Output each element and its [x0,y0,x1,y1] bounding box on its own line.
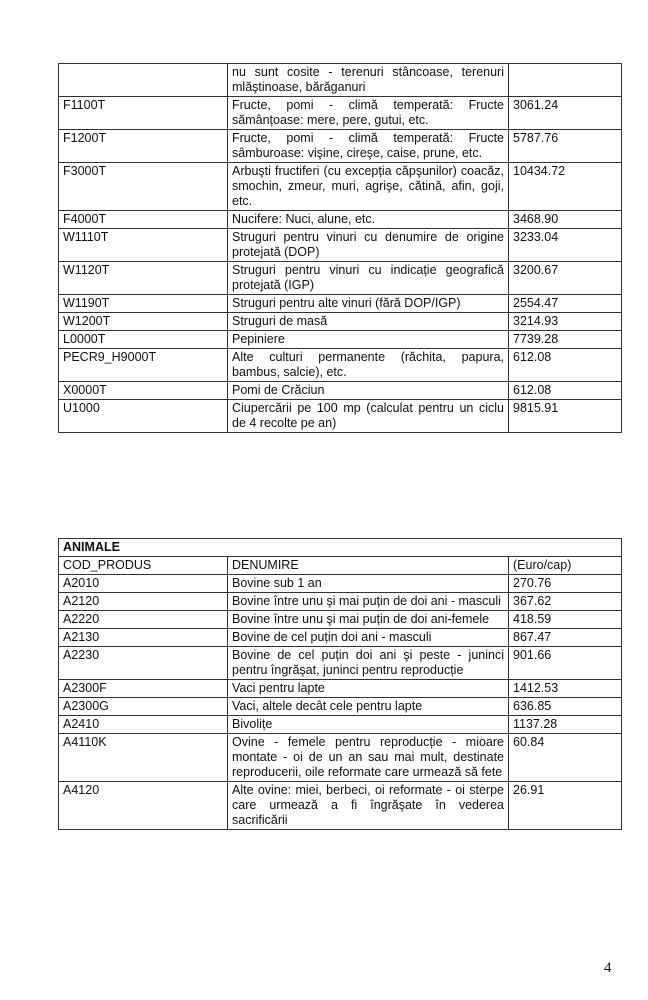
value-cell: 10434.72 [509,163,622,211]
animals-table [58,538,622,830]
value-cell: 636.85 [509,698,622,716]
page-number: 4 [604,960,612,976]
table-header-row [59,557,622,575]
table-title: ANIMALE [59,539,622,557]
table-row [59,782,622,830]
table-row [59,211,622,229]
table-row [59,680,622,698]
table-row [59,382,622,400]
table-row [59,349,622,382]
value-cell: 367.62 [509,593,622,611]
value-cell: 418.59 [509,611,622,629]
value-cell: 5787.76 [509,130,622,163]
table-row [59,647,622,680]
name-cell: Alte culturi permanente (răchita, papura, bambus, salcie), etc. [228,349,509,382]
name-cell: Struguri pentru alte vinuri (fără DOP/IGP) [228,295,509,313]
table-row [59,313,622,331]
code-cell: W1190T [59,295,228,313]
code-cell: L0000T [59,331,228,349]
name-cell: Bovine între unu şi mai puțin de doi ani - masculi [228,593,509,611]
value-cell: 3468.90 [509,211,622,229]
value-cell [509,64,622,97]
code-cell: PECR9_H9000T [59,349,228,382]
name-cell: Vaci pentru lapte [228,680,509,698]
code-cell: A2220 [59,611,228,629]
name-cell: Pepiniere [228,331,509,349]
code-cell: F3000T [59,163,228,211]
name-cell: Bovine de cel puțin doi ani - masculi [228,629,509,647]
value-cell: 60.84 [509,734,622,782]
header-name: DENUMIRE [228,557,509,575]
table-row [59,229,622,262]
code-cell: W1110T [59,229,228,262]
value-cell: 7739.28 [509,331,622,349]
value-cell: 612.08 [509,349,622,382]
table-row [59,163,622,211]
table-row [59,629,622,647]
table-row [59,593,622,611]
code-cell: A2300G [59,698,228,716]
crops-table [58,63,622,433]
code-cell: W1120T [59,262,228,295]
name-cell: Fructe, pomi - climă temperată: Fructe sămânțoase: mere, pere, gutui, etc. [228,97,509,130]
table-row [59,716,622,734]
table-row [59,611,622,629]
name-cell: Bovine între unu şi mai puțin de doi ani-femele [228,611,509,629]
name-cell: Struguri pentru vinuri cu denumire de origine protejată (DOP) [228,229,509,262]
table-row [59,331,622,349]
table-row [59,130,622,163]
value-cell: 1137.28 [509,716,622,734]
table-row [59,575,622,593]
name-cell: Bovine sub 1 an [228,575,509,593]
name-cell: Bivolițe [228,716,509,734]
value-cell: 2554.47 [509,295,622,313]
code-cell: A2300F [59,680,228,698]
value-cell: 270.76 [509,575,622,593]
name-cell: Arbuşti fructiferi (cu excepția căpşunilor) coacăz, smochin, zmeur, muri, agrişe, cătină, afin, goji, etc. [228,163,509,211]
code-cell: F1200T [59,130,228,163]
code-cell: W1200T [59,313,228,331]
name-cell: Nucifere: Nuci, alune, etc. [228,211,509,229]
table-row [59,734,622,782]
table-row [59,64,622,97]
code-cell: A2130 [59,629,228,647]
name-cell: Pomi de Crăciun [228,382,509,400]
name-cell: Struguri de masă [228,313,509,331]
code-cell [59,64,228,97]
name-cell: Struguri pentru vinuri cu indicație geografică protejată (IGP) [228,262,509,295]
value-cell: 1412.53 [509,680,622,698]
value-cell: 612.08 [509,382,622,400]
name-cell: Vaci, altele decât cele pentru lapte [228,698,509,716]
code-cell: F1100T [59,97,228,130]
code-cell: A4110K [59,734,228,782]
code-cell: F4000T [59,211,228,229]
code-cell: A2010 [59,575,228,593]
name-cell: nu sunt cosite - terenuri stâncoase, terenuri mlăştinoase, bărăganuri [228,64,509,97]
value-cell: 9815.91 [509,400,622,433]
name-cell: Ciupercării pe 100 mp (calculat pentru un ciclu de 4 recolte pe an) [228,400,509,433]
header-value: (Euro/cap) [509,557,622,575]
value-cell: 26.91 [509,782,622,830]
table-row [59,262,622,295]
name-cell: Ovine - femele pentru reproducție - mioare montate - oi de un an sau mai mult, destinate reproducerii, oile reformate care urmează să fete [228,734,509,782]
value-cell: 3233.04 [509,229,622,262]
name-cell: Fructe, pomi - climă temperată: Fructe sâmburoase: vişine, cireşe, caise, prune, etc. [228,130,509,163]
code-cell: U1000 [59,400,228,433]
table-row [59,400,622,433]
code-cell: A2120 [59,593,228,611]
table-row [59,698,622,716]
header-code: COD_PRODUS [59,557,228,575]
code-cell: A4120 [59,782,228,830]
value-cell: 3061.24 [509,97,622,130]
code-cell: A2230 [59,647,228,680]
table-row [59,97,622,130]
code-cell: A2410 [59,716,228,734]
name-cell: Alte ovine: miei, berbeci, oi reformate - oi sterpe care urmează a fi îngrăşate în vederea sacrificării [228,782,509,830]
name-cell: Bovine de cel puțin doi ani şi peste - juninci pentru îngrăşat, juninci pentru reproducție [228,647,509,680]
code-cell: X0000T [59,382,228,400]
value-cell: 3200.67 [509,262,622,295]
value-cell: 901.66 [509,647,622,680]
table-row [59,295,622,313]
value-cell: 867.47 [509,629,622,647]
value-cell: 3214.93 [509,313,622,331]
table-title-row [59,539,622,557]
